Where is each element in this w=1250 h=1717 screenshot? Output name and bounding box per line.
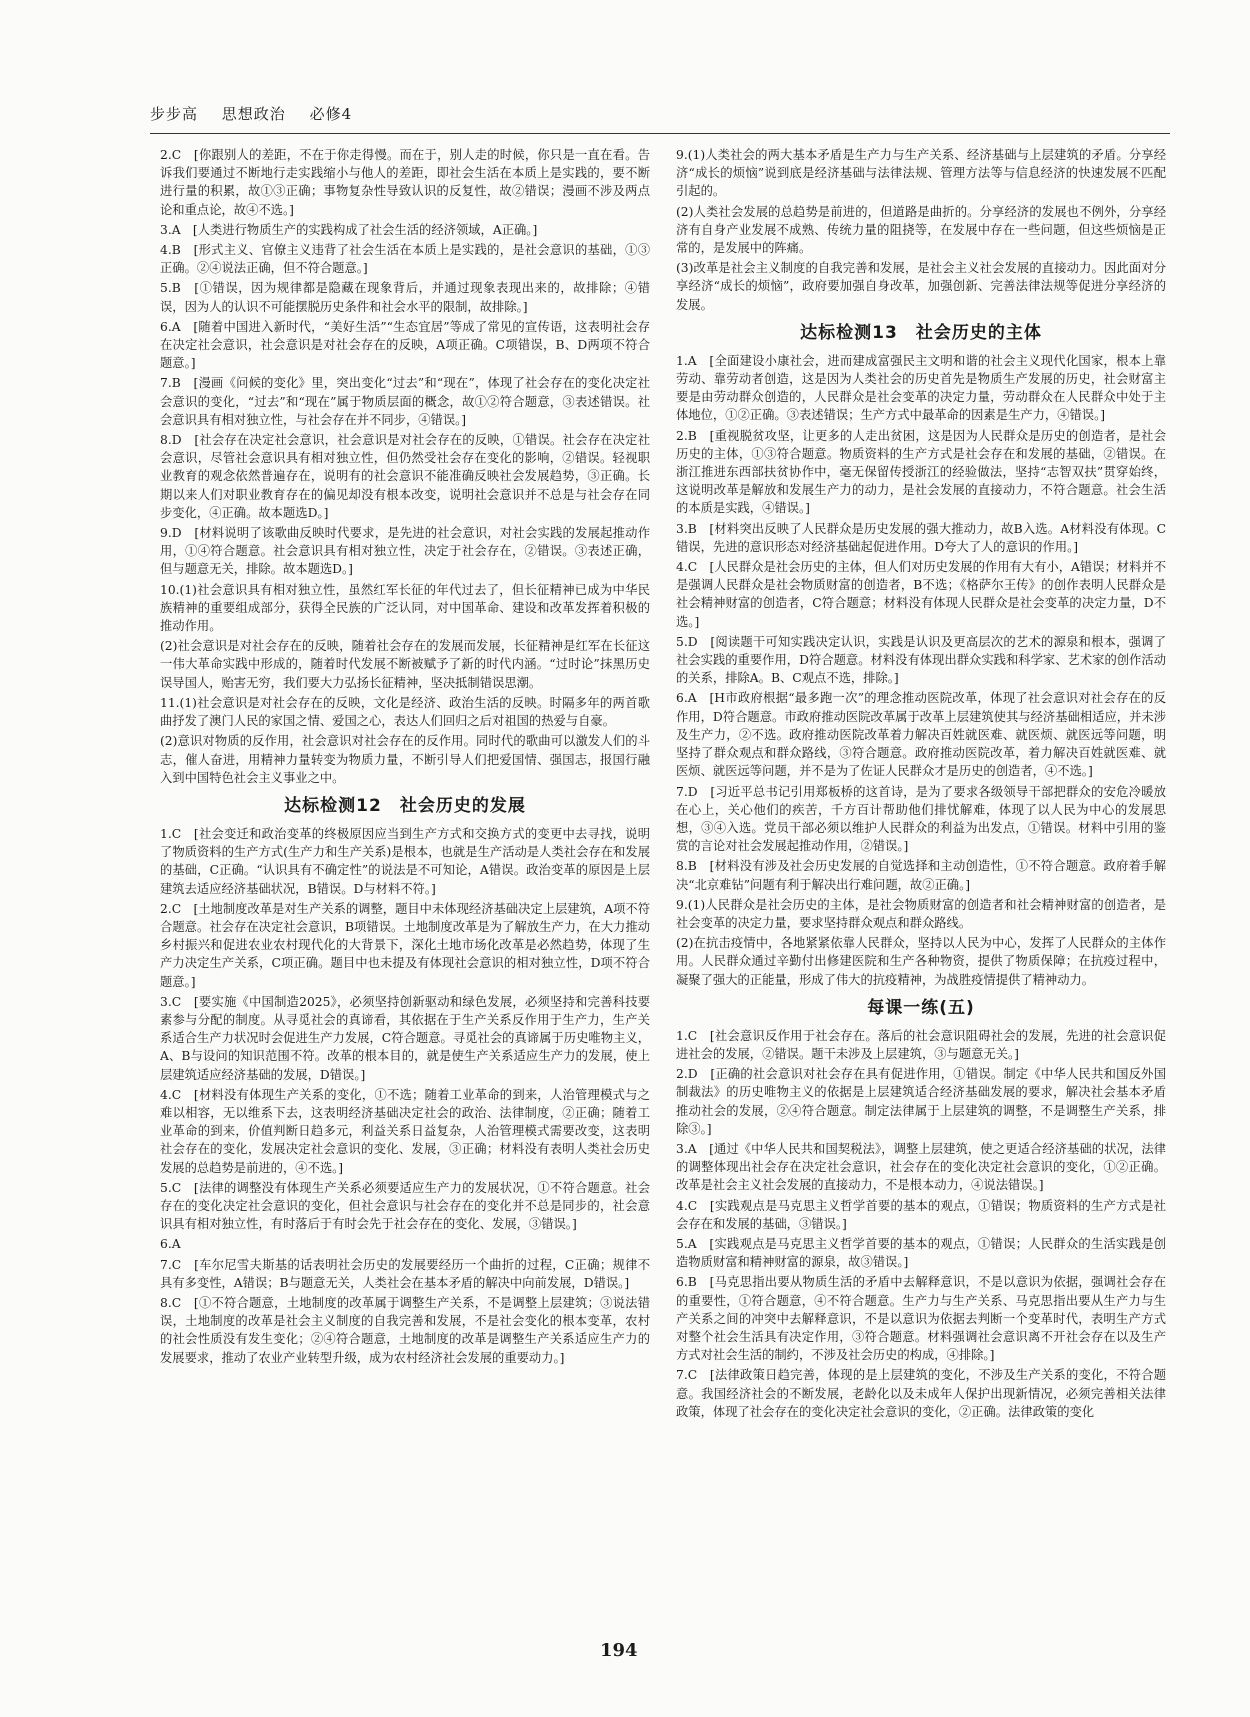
answer-item: 7.B [漫画《问候的变化》里，突出变化“过去”和“现在”，体现了社会存在的变化决定社会意识的变化，“过去”和“现在”属于物质层面的概念，故①②符合题意，③表述错误。社会意识具有相对独立性，与社会存在并不同步，④错误。]: [160, 376, 650, 427]
answer-item: 7.D [习近平总书记引用郑板桥的这首诗，是为了要求各级领导干部把群众的安危冷暖放在心上，关心他们的疾苦，千方百计帮助他们排忧解难，体现了以人民为中心的发展思想，③④入选。党员干部必须以维护人民群众的利益为出发点，①错误。材料中引用的鉴赏的言论对社会发展起推动作用，②错误。]: [676, 784, 1166, 854]
answer-item: 6.A [随着中国进入新时代，“美好生活”“生态宜居”等成了常见的宣传语，这表明社会存在决定社会意识，社会意识是对社会存在的反映，A项正确。C项错误，B、D两项不符合题意。]: [160, 319, 650, 371]
answer-item: 4.C [实践观点是马克思主义哲学首要的基本的观点，①错误；物质资料的生产方式是社会存在和发展的基础，③错误。]: [676, 1198, 1166, 1231]
section-heading: 达标检测13 社会历史的主体: [800, 322, 1042, 343]
book-subject: 思想政治: [221, 105, 286, 123]
answer-item: 8.B [材料没有涉及社会历史发展的自觉选择和主动创造性，①不符合题意。政府着手解决“北京难钻”问题有利于解决出行难问题，故②正确。]: [676, 859, 1166, 892]
answer-item: (3)改革是社会主义制度的自我完善和发展，是社会主义社会发展的直接动力。因此面对分享经济“成长的烦恼”，政府要加强自身改革，加强创新、完善法律法规等促进分享经济的发展。: [676, 261, 1166, 312]
answer-item: 1.C [社会变迁和政治变革的终极原因应当到生产方式和交换方式的变更中去寻找，说明了物质资料的生产方式(生产力和生产关系)是根本，也就是生产活动是人类社会存在和发展的基础，C正确。“认识具有不确定性”的说法是不可知论，A错误。政治变革的原因是上层建筑去适应经济基础状况，B错误。D与材料不符。]: [160, 826, 650, 896]
answer-item: 3.A [通过《中华人民共和国契税法》，调整上层建筑，使之更适合经济基础的状况，法律的调整体现出社会存在决定社会意识，社会存在的变化决定社会意识的变化，①②正确。改革是社会主义社会发展的直接动力，不是根本动力，④说法错误。]: [676, 1141, 1166, 1193]
answer-item: 7.C [法律政策日趋完善，体现的是上层建筑的变化，不涉及生产关系的变化，不符合题意。我国经济社会的不断发展，老龄化以及未成年人保护出现新情况，必须完善相关法律政策，体现了社会存在的变化决定社会意识的变化，②正确。法律政策的变化: [676, 1368, 1166, 1419]
section-heading: 达标检测12 社会历史的发展: [284, 795, 526, 816]
answer-item: 3.C [要实施《中国制造2025》，必须坚持创新驱动和绿色发展，必须坚持和完善科技要素参与分配的制度。从寻觅社会的真谛看，其依据在于生产关系反作用于生产力，生产关系适合生产力状况时会促进生产力发展，C符合题意。寻觅社会的真谛属于历史唯物主义，A、B与设问的知识范围不符。改革的根本目的，就是使生产关系适应生产力的发展，使上层建筑适应经济基础的发展，D错误。]: [160, 994, 650, 1082]
page-header: [150, 103, 370, 124]
answer-item: 6.B [马克思指出要从物质生活的矛盾中去解释意识，不是以意识为依据，强调社会存在的重要性，①符合题意，④不符合题意。生产力与生产关系、马克思指出要从生产力与生产关系之间的冲突中去解释意识，不是以意识为依据去判断一个变革时代，表明生产方式对整个社会生活具有决定作用，③符合题意。材料强调社会意识离不开社会存在以及生产方式对社会生活的制约，不涉及社会历史的构成，④排除。]: [676, 1275, 1166, 1363]
header-rule: [150, 133, 1170, 134]
left-column: [160, 146, 650, 1369]
answer-item: 2.B [重视脱贫攻坚，让更多的人走出贫困，这是因为人民群众是历史的创造者，是社会历史的主体，①③符合题意。物质资料的生产方式是社会存在和发展的基础，②错误。在浙江推进东西部扶贫协作中，毫无保留传授浙江的经验做法，坚持“志智双扶”贯穿始终，这说明改革是解放和发展生产力的动力，是社会发展的直接动力，不符合题意。社会生活的本质是实践，④错误。]: [676, 428, 1166, 516]
answer-item: 3.A [人类进行物质生产的实践构成了社会生活的经济领域，A正确。]: [160, 222, 538, 237]
answer-item: 8.C [①不符合题意，土地制度的改革属于调整生产关系，不是调整上层建筑；③说法错误，土地制度的改革是社会主义制度的自我完善和发展，不是社会变化的根本变革，农村的社会性质没有发生变化；②④符合题意，土地制度的改革是调整生产关系适应生产力的发展要求，推动了农业产业转型升级，成为农村经济社会发展的重要动力。]: [160, 1295, 650, 1365]
answer-item: (2)在抗击疫情中，各地紧紧依靠人民群众，坚持以人民为中心，发挥了人民群众的主体作用。人民群众通过辛勤付出修建医院和生产各种物资，提供了物质保障；在抗疫过程中，凝聚了强大的正能量，形成了伟大的抗疫精神，为战胜疫情提供了精神动力。: [676, 936, 1166, 987]
book-brand: 步步高: [150, 105, 199, 123]
answer-item: 8.D [社会存在决定社会意识，社会意识是对社会存在的反映，①错误。社会存在决定社会意识，尽管社会意识具有相对独立性，但仍然受社会存在变化的影响，②错误。轻视职业教育的观念依然普遍存在，说明有的社会意识不能准确反映社会发展趋势，③正确。长期以来人们对职业教育存在的偏见却没有根本改变，说明社会意识并不总是与社会存在同步变化，④正确。故本题选D。]: [160, 433, 650, 520]
answer-item: 5.A [实践观点是马克思主义哲学首要的基本的观点，①错误；人民群众的生活实践是创造物质财富和精神财富的源泉，故③错误。]: [676, 1236, 1166, 1270]
answer-item: 6.A: [160, 1237, 181, 1252]
answer-item: 11.(1)社会意识是对社会存在的反映，文化是经济、政治生活的反映。时隔多年的两首歌曲抒发了澳门人民的家国之情、爱国之心，表达人们回归之后对祖国的热爱与自豪。: [160, 695, 650, 729]
answer-item: 4.C [人民群众是社会历史的主体，但人们对历史发展的作用有大有小，A错误；材料并不是强调人民群众是社会物质财富的创造者，B不选；《格萨尔王传》的创作表明人民群众是社会精神财富的创造者，C符合题意；材料没有体现人民群众是社会变革的决定力量，D不选。]: [676, 560, 1166, 629]
answer-item: (2)意识对物质的反作用，社会意识对社会存在的反作用。同时代的歌曲可以激发人们的斗志，催人奋进，用精神力量转变为物质力量，不断引导人们把爱国情、强国志，报国行融入到中国特色社会主义事业之中。: [160, 734, 650, 785]
page-number: 194: [600, 1640, 638, 1661]
answer-item: 7.C [车尔尼雪夫斯基的话表明社会历史的发展要经历一个曲折的过程，C正确；规律不具有多变性，A错误；B与题意无关，人类社会在基本矛盾的解决中向前发展，D错误。]: [160, 1257, 650, 1290]
answer-item: 4.C [材料没有体现生产关系的变化，①不选；随着工业革命的到来，人治管理模式与之难以相容，无以维系下去，这表明经济基础决定社会的政治、法律制度，②正确；随着工业革命的到来，价值判断日趋多元，利益关系日益复杂，人治管理模式需要改变，这表明社会存在的变化，发展决定社会意识的变化、发展，③正确；材料没有表明人类社会历史发展的总趋势是前进的，④不选。]: [160, 1087, 650, 1175]
answer-item: 5.C [法律的调整没有体现生产关系必须要适应生产力的发展状况，①不符合题意。社会存在的变化决定社会意识的变化，但社会意识与社会存在的变化并不总是同步的，社会意识具有相对独立性，有时落后于有时会先于社会存在的变化、发展，③错误。]: [160, 1180, 650, 1232]
answer-item: 2.D [正确的社会意识对社会存在具有促进作用，①错误。制定《中华人民共和国反外国制裁法》的历史唯物主义的依据是上层建筑适合经济基础发展的要求，解决社会基本矛盾推动社会的发展，②④符合题意。制定法律属于上层建筑的调整，不是调整生产关系，排除③。]: [676, 1067, 1166, 1136]
answer-item: 3.B [材料突出反映了人民群众是历史发展的强大推动力，故B入选。A材料没有体现。C错误，先进的意识形态对经济基础起促进作用。D夸大了人的意识的作用。]: [676, 521, 1166, 554]
answer-item: 1.C [社会意识反作用于社会存在。落后的社会意识阻碍社会的发展，先进的社会意识促进社会的发展，②错误。题干未涉及上层建筑，③与题意无关。]: [676, 1028, 1166, 1061]
book-volume: 必修4: [309, 105, 353, 123]
answer-item: 10.(1)社会意识具有相对独立性，虽然红军长征的年代过去了，但长征精神已成为中华民族精神的重要组成部分，获得全民族的广泛认同，对中国革命、建设和改革发挥着积极的推动作用。: [160, 582, 650, 634]
section-heading: 每课一练(五): [867, 997, 975, 1018]
answer-item: 9.D [材料说明了该歌曲反映时代要求，是先进的社会意识，对社会实践的发展起推动作用，①④符合题意。社会意识具有相对独立性，决定于社会存在，②错误。③表述正确，但与题意无关，排除。故本题选D。]: [160, 526, 650, 577]
answer-item: 6.A [H市政府根据“最多跑一次”的理念推动医院改革，体现了社会意识对社会存在的反作用，D符合题意。市政府推动医院改革属于改革上层建筑使其与经济基础相适应，并未涉及生产力，②不选。政府推动医院改革着力解决百姓就医难、就医烦、就医远等问题，明坚持了群众观点和群众路线，③符合题意。政府推动医院改革，着力解决百姓就医难、就医烦、就医远等问题，并不是为了佐证人民群众才是历史的创造者，④不选。]: [676, 691, 1166, 779]
answer-item: 9.(1)人类社会的两大基本矛盾是生产力与生产关系、经济基础与上层建筑的矛盾。分享经济“成长的烦恼”说到底是经济基础与法律法规、管理方法等与信息经济的快速发展不匹配引起的。: [676, 148, 1166, 199]
right-column: [676, 146, 1166, 1423]
answer-item: 4.B [形式主义、官僚主义违背了社会生活在本质上是实践的，是社会意识的基础，①③正确。②④说法正确，但不符合题意。]: [160, 243, 650, 276]
answer-item: 5.D [阅读题干可知实践决定认识，实践是认识及更高层次的艺术的源泉和根本，强调了社会实践的重要作用，D符合题意。材料没有体现出群众实践和科学家、艺术家的创作活动的关系，排除A。B、C观点不选，排除。]: [676, 634, 1166, 686]
answer-item: (2)社会意识是对社会存在的反映，随着社会存在的发展而发展，长征精神是红军在长征这一伟大革命实践中形成的，随着时代发展不断被赋予了新的时代内涵。“过时论”抹黑历史误导国人，贻害无穷，我们要大力弘扬长征精神，坚决抵制错误思潮。: [160, 639, 650, 690]
answer-item: 2.C [土地制度改革是对生产关系的调整，题目中未体现经济基础决定上层建筑，A项不符合题意。社会存在决定社会意识，B项错误。土地制度改革是为了解放生产力，在大力推动乡村振兴和促进农业农村现代化的大背景下，深化土地市场化改革是必然趋势，体现了生产力决定生产关系，C项正确。题目中也未提及有体现社会意识的相对独立性，D项不符合题意。]: [160, 901, 650, 989]
answer-item: 5.B [①错误，因为规律都是隐藏在现象背后，并通过现象表现出来的，故排除；④错误，因为人的认识不可能摆脱历史条件和社会水平的限制，故排除。]: [160, 281, 650, 314]
answer-item: 2.C [你跟别人的差距，不在于你走得慢。而在于，别人走的时候，你只是一直在看。告诉我们要通过不断地行走实践缩小与他人的差距，即社会生活在本质上是实践的，要不断进行量的积累，故①③正确；事物复杂性导致认识的反复性，故②错误；漫画不涉及两点论和重点论，故④不选。]: [160, 148, 650, 217]
answer-item: (2)人类社会发展的总趋势是前进的，但道路是曲折的。分享经济的发展也不例外，分享经济有自身产业发展不成熟、传统力量的阻挠等，在发展中存在一些问题，但这些烦恼是正常的，是发展中的阵痛。: [676, 204, 1166, 256]
answer-item: 1.A [全面建设小康社会，进而建成富强民主文明和谐的社会主义现代化国家，根本上靠劳动、靠劳动者创造，这是因为人类社会的历史首先是物质生产发展的历史，社会财富主要是由劳动群众创造的，人民群众是社会变革的决定力量，劳动群众在人民群众中处于主体地位，①②正确。③表述错误；生产方式中最革命的因素是生产力，④错误。]: [676, 353, 1166, 423]
answer-item: 9.(1)人民群众是社会历史的主体，是社会物质财富的创造者和社会精神财富的创造者，是社会变革的决定力量，要求坚持群众观点和群众路线。: [676, 897, 1166, 930]
